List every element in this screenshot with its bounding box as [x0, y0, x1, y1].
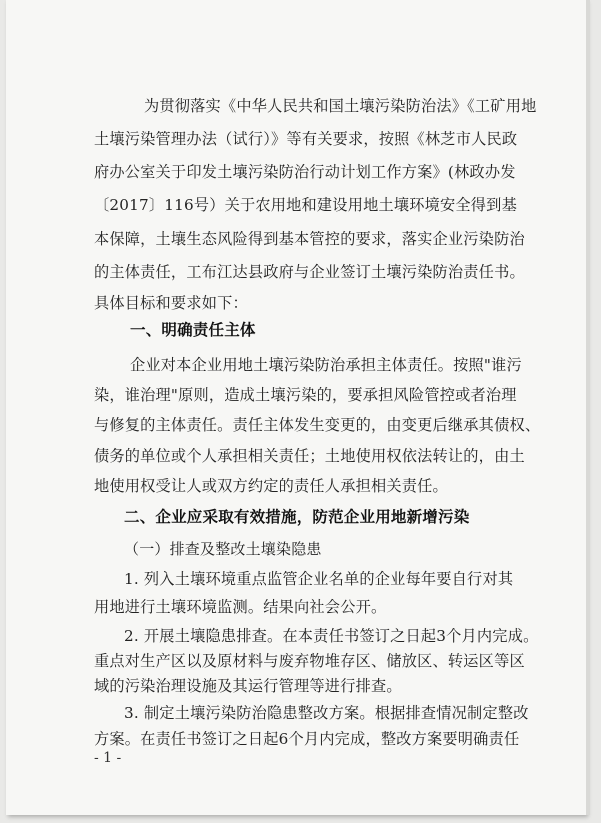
page-edge — [586, 0, 590, 815]
paragraph-line: 债务的单位或个人承担相关责任；土地使用权依法转让的，由土 — [94, 447, 525, 465]
paragraph-line: 3. 制定土壤污染防治隐患整改方案。根据排查情况制定整改 — [124, 704, 529, 722]
page-number: - 1 - — [94, 750, 122, 766]
paragraph-line: 为贯彻落实《中华人民共和国土壤污染防治法》《工矿用地 — [144, 97, 537, 115]
section-heading: 二、企业应采取有效措施，防范企业用地新增污染 — [124, 508, 470, 526]
paragraph-line: 地使用权受让人或双方约定的责任人承担相关责任。 — [94, 477, 448, 495]
paragraph-line: 域的污染治理设施及其运行管理等进行排查。 — [94, 677, 402, 695]
paragraph-line: 本保障，土壤生态风险得到基本管控的要求，落实企业污染防治 — [94, 230, 525, 248]
paragraph-line: 土壤污染管理办法（试行）》等有关要求，按照《林芝市人民政 — [94, 130, 518, 148]
section-heading: 一、明确责任主体 — [130, 321, 256, 339]
paragraph-line: 府办公室关于印发土壤污染防治行动计划工作方案》(林政办发 — [94, 163, 516, 181]
paragraph-line: 方案。在责任书签订之日起6个月内完成，整改方案要明确责任 — [94, 730, 520, 748]
paragraph-line: 1. 列入土壤环境重点监管企业名单的企业每年要自行对其 — [124, 570, 514, 588]
paragraph-line: 具体目标和要求如下： — [94, 294, 248, 312]
paragraph-line: 重点对生产区以及原材料与废弃物堆存区、储放区、转运区等区 — [94, 652, 525, 670]
paragraph-line: 企业对本企业用地土壤污染防治承担主体责任。按照"谁污 — [130, 356, 522, 374]
paragraph-line: 用地进行土壤环境监测。结果向社会公开。 — [94, 598, 387, 616]
paragraph-line: 染，谁治理"原则，造成土壤污染的，要承担风险管控或者治理 — [94, 386, 517, 404]
paragraph-line: 2. 开展土壤隐患排查。在本责任书签订之日起3个月内完成。 — [124, 627, 539, 645]
paragraph-line: 的主体责任，工布江达县政府与企业签订土壤污染防治责任书。 — [94, 263, 525, 281]
paragraph-line: 〔2017〕116号）关于农用地和建设用地土壤环境安全得到基 — [94, 196, 517, 214]
document-page — [6, 0, 586, 815]
subsection-heading: （一）排查及整改土壤染隐患 — [124, 540, 322, 558]
paragraph-line: 与修复的主体责任。责任主体发生变更的，由变更后继承其债权、 — [94, 416, 541, 434]
